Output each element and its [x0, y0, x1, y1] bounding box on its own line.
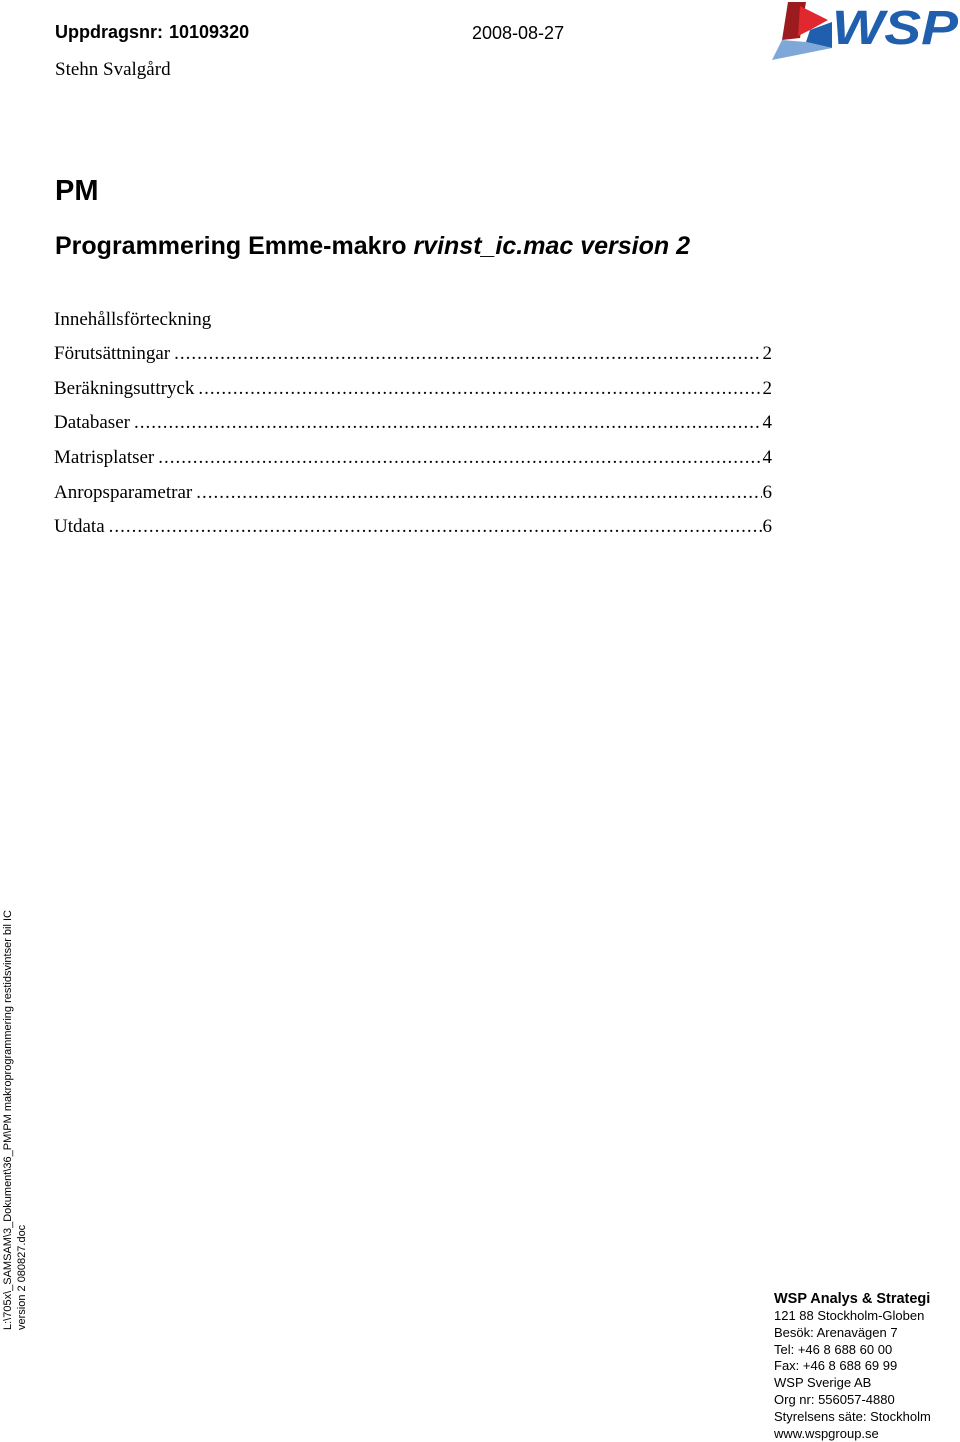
toc-entry-databaser[interactable]: [54, 412, 772, 447]
toc-entry-label: Databaser: [54, 412, 130, 434]
document-date: 2008-08-27: [472, 23, 565, 43]
toc-dot-leader: [174, 343, 761, 365]
toc-heading: Innehållsförteckning: [54, 309, 212, 330]
toc-entry-page: 4: [762, 412, 772, 434]
toc-dot-leader: [134, 412, 762, 434]
document-title: [55, 232, 690, 261]
toc-dot-leader: [198, 378, 761, 400]
toc-entry-anropsparametrar[interactable]: [54, 482, 772, 517]
toc-entry-label: Beräkningsuttryck: [54, 377, 195, 399]
document-title-prefix: Programmering Emme-makro: [55, 232, 414, 260]
assignment-label: Uppdragsnr:: [55, 22, 163, 42]
footer-fax: Fax: +46 8 688 69 99: [774, 1358, 898, 1374]
toc-entry-label: Matrisplatser: [54, 447, 155, 469]
file-path-line-2: version 2 080827.doc: [16, 1224, 28, 1330]
toc-entry-page: 6: [762, 516, 772, 538]
toc-entry-label: Förutsättningar: [54, 343, 171, 364]
footer-website-link[interactable]: www.wspgroup.se: [774, 1425, 879, 1441]
logo-wordmark: WSP: [832, 2, 960, 55]
footer-company-name: WSP Analys & Strategi: [774, 1291, 931, 1307]
toc-entry-utdata[interactable]: [54, 516, 772, 551]
table-of-contents: [54, 343, 772, 551]
footer-legal-entity: WSP Sverige AB: [774, 1375, 872, 1391]
footer-postal-address: 121 88 Stockholm-Globen: [774, 1308, 925, 1323]
footer-phone: Tel: +46 8 688 60 00: [774, 1341, 893, 1357]
toc-entry-page: 2: [762, 377, 772, 399]
toc-entry-page: 6: [762, 481, 772, 503]
toc-entry-forutsattningar[interactable]: [54, 343, 772, 378]
assignment-number: 10109320: [169, 22, 250, 42]
document-type: PM: [55, 175, 99, 207]
file-path-margin-text: [1, 910, 29, 1330]
file-path-line-1: L:\705x\_SAMSAM\3_Dokument\36_PM\PM makroprogrammering restidsvintser bil IC: [2, 910, 14, 1330]
company-footer: [774, 1290, 931, 1442]
toc-dot-leader: [109, 516, 762, 538]
toc-dot-leader: [158, 447, 761, 469]
toc-dot-leader: [196, 482, 761, 504]
document-title-italic: rvinst_ic.mac version 2: [413, 232, 690, 260]
author-name: Stehn Svalgård: [55, 59, 171, 80]
toc-entry-page: 2: [762, 343, 772, 364]
assignment-number-line: [55, 22, 249, 43]
footer-visit-address: Besök: Arenavägen 7: [774, 1324, 898, 1340]
footer-registered-seat: Styrelsens säte: Stockholm: [774, 1408, 931, 1424]
wsp-logo: [770, 0, 960, 62]
toc-entry-page: 4: [762, 447, 772, 469]
toc-entry-matrisplatser[interactable]: [54, 447, 772, 482]
footer-org-number: Org nr: 556057-4880: [774, 1391, 895, 1407]
toc-entry-label: Utdata: [54, 516, 105, 538]
toc-entry-berakningsuttryck[interactable]: [54, 378, 772, 413]
toc-entry-label: Anropsparametrar: [54, 481, 193, 503]
